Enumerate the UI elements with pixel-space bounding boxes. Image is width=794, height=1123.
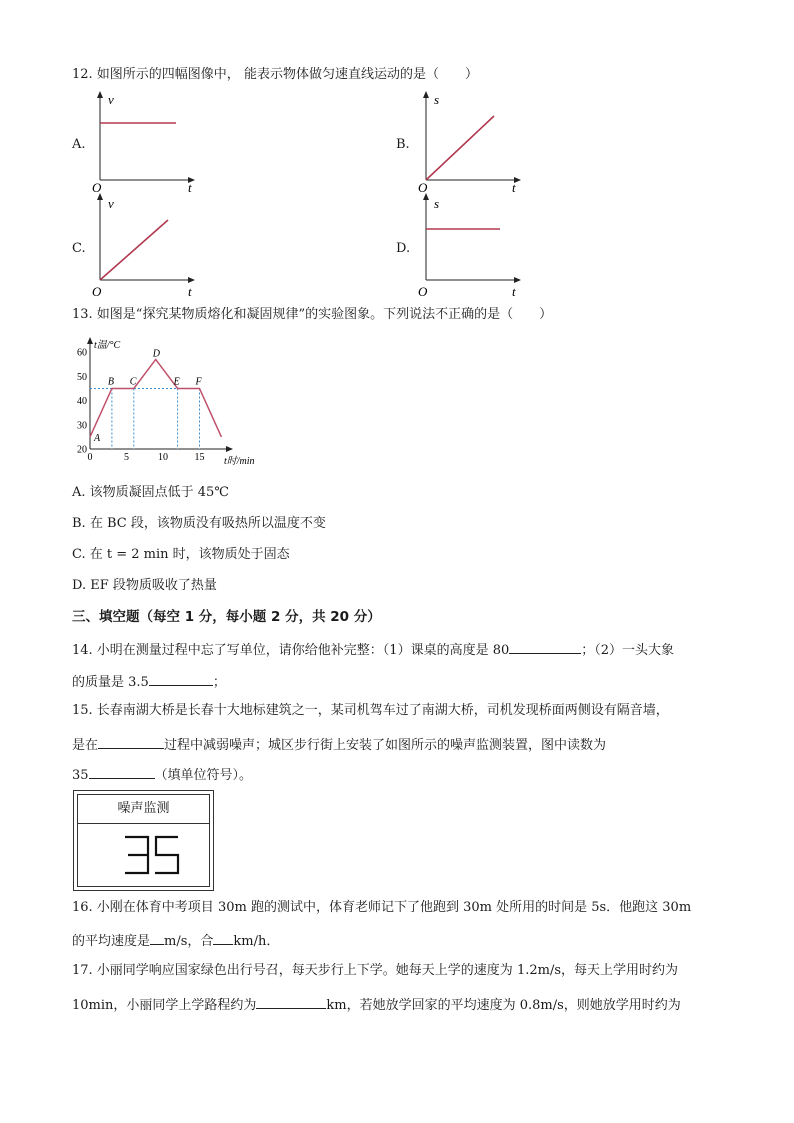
- q16-text-3: km/h．: [233, 934, 280, 949]
- q12-graph-d: [414, 192, 526, 300]
- point-label-a: A: [94, 432, 101, 444]
- y-axis-label: s: [434, 92, 440, 107]
- q14-blank-1[interactable]: [509, 639, 581, 654]
- q15-text-3: 35: [72, 768, 89, 783]
- x-axis-label: t: [512, 284, 516, 299]
- q12-graph-b: [414, 88, 526, 196]
- q17-text-1: 10min，小丽同学上学路程约为: [72, 998, 257, 1013]
- y-axis-label: v: [108, 196, 114, 211]
- origin-label: O: [92, 180, 102, 195]
- origin-label: O: [418, 284, 428, 299]
- q12-option-a-letter: A.: [72, 137, 86, 152]
- q15-text-4: （填单位符号）。: [154, 768, 253, 783]
- origin-label: O: [418, 180, 428, 195]
- q12-graph-a: [88, 88, 200, 196]
- y-tick-label: 20: [77, 444, 87, 456]
- y-tick-label: 40: [77, 396, 87, 408]
- x-axis-label: t: [188, 180, 192, 195]
- y-axis-label: s: [434, 196, 440, 211]
- q13-option-a: A. 该物质凝固点低于 45℃: [72, 485, 229, 500]
- q17-blank-1[interactable]: [256, 994, 326, 1009]
- section-3-heading: 三、填空题（每空 1 分，每小题 2 分，共 20 分）: [72, 609, 381, 625]
- q13-option-c: C. 在 t = 2 min 时，该物质处于固态: [72, 547, 290, 562]
- q15-text-2: 过程中减弱噪声；城区步行街上安装了如图所示的噪声监测装置，图中读数为: [164, 738, 607, 753]
- x-axis-label: t: [512, 180, 516, 195]
- q15-blank-1[interactable]: [98, 734, 164, 749]
- y-tick-label: 50: [77, 371, 87, 383]
- q13-option-b: B. 在 BC 段，该物质没有吸热所以温度不变: [72, 516, 326, 531]
- y-tick-label: 60: [77, 347, 87, 359]
- x-axis-title: t时/min: [224, 456, 255, 467]
- q17-line-1: 17. 小丽同学响应国家绿色出行号召，每天步行上下学。她每天上学的速度为 1.2m/s，每天上学用时约为: [72, 963, 678, 978]
- origin-label: O: [92, 284, 102, 299]
- q14-text-1: 14. 小明在测量过程中忘了写单位，请你给他补完整：（1）课桌的高度是 80: [72, 643, 510, 658]
- noise-monitor-reading: [78, 825, 211, 885]
- q16-blank-1[interactable]: [150, 930, 164, 945]
- y-tick-label: 30: [77, 420, 87, 432]
- temperature-curve: [90, 359, 221, 436]
- point-label-e: E: [173, 376, 180, 388]
- y-axis-title: t温/°C: [94, 340, 121, 351]
- noise-monitor-title: 噪声监测: [78, 795, 209, 824]
- q13-option-d: D. EF 段物质吸收了热量: [72, 578, 217, 593]
- x-tick-label: 0: [87, 452, 93, 463]
- point-label-f: F: [195, 376, 202, 388]
- digit-5: [155, 837, 178, 873]
- q16-blank-2[interactable]: [213, 930, 233, 945]
- q12-option-c-letter: C.: [72, 241, 86, 256]
- digit-3: [125, 837, 148, 873]
- q15-blank-2[interactable]: [89, 764, 155, 779]
- q13-stem: 13. 如图是“探究某物质熔化和凝固规律”的实验图象。下列说法不正确的是（ ）: [72, 307, 553, 322]
- x-tick-label: 5: [124, 452, 129, 463]
- q15-line-3: [72, 764, 252, 785]
- q13-melting-chart: [70, 336, 266, 470]
- motion-line: [426, 116, 494, 180]
- q15-line-1: 15. 长春南湖大桥是长春十大地标建筑之一，某司机驾车过了南湖大桥，司机发现桥面两侧设有隔音墙，: [72, 703, 669, 718]
- q15-text-1: 是在: [72, 738, 99, 753]
- q14-line-2: [72, 671, 226, 692]
- q14-text-2: ；（2）一头大象: [581, 643, 675, 658]
- motion-line: [100, 220, 168, 280]
- q17-text-2: km，若她放学回家的平均速度为 0.8m/s，则她放学用时约为: [326, 998, 681, 1013]
- q12-option-b-letter: B.: [396, 137, 410, 152]
- point-label-d: D: [152, 348, 160, 360]
- q12-graph-c: [88, 192, 200, 300]
- x-axis-label: t: [188, 284, 192, 299]
- q16-text-2: m/s，合: [164, 934, 214, 949]
- x-tick-label: 15: [194, 452, 205, 463]
- y-axis-label: v: [108, 92, 114, 107]
- q14-line-1: [72, 639, 674, 660]
- q14-text-3: 的质量是 3.5: [72, 675, 149, 690]
- noise-monitor-display: [78, 825, 209, 886]
- q12-stem: 12. 如图所示的四幅图像中， 能表示物体做匀速直线运动的是（ ）: [72, 67, 478, 82]
- q12-option-d-letter: D.: [396, 241, 411, 256]
- q14-blank-2[interactable]: [149, 671, 213, 686]
- q16-text-1: 的平均速度是: [72, 934, 151, 949]
- q15-line-2: [72, 734, 606, 755]
- q17-line-2: [72, 994, 681, 1015]
- q16-line-2: [72, 930, 279, 951]
- x-tick-label: 10: [158, 452, 168, 463]
- q14-text-4: ；: [212, 675, 226, 690]
- noise-monitor-device: [73, 790, 214, 891]
- q16-line-1: 16. 小刚在体育中考项目 30m 跑的测试中，体育老师记下了他跑到 30m 处所用的时间是 5s．他跑这 30m: [72, 900, 692, 915]
- point-label-c: C: [129, 376, 137, 388]
- point-label-b: B: [107, 376, 115, 388]
